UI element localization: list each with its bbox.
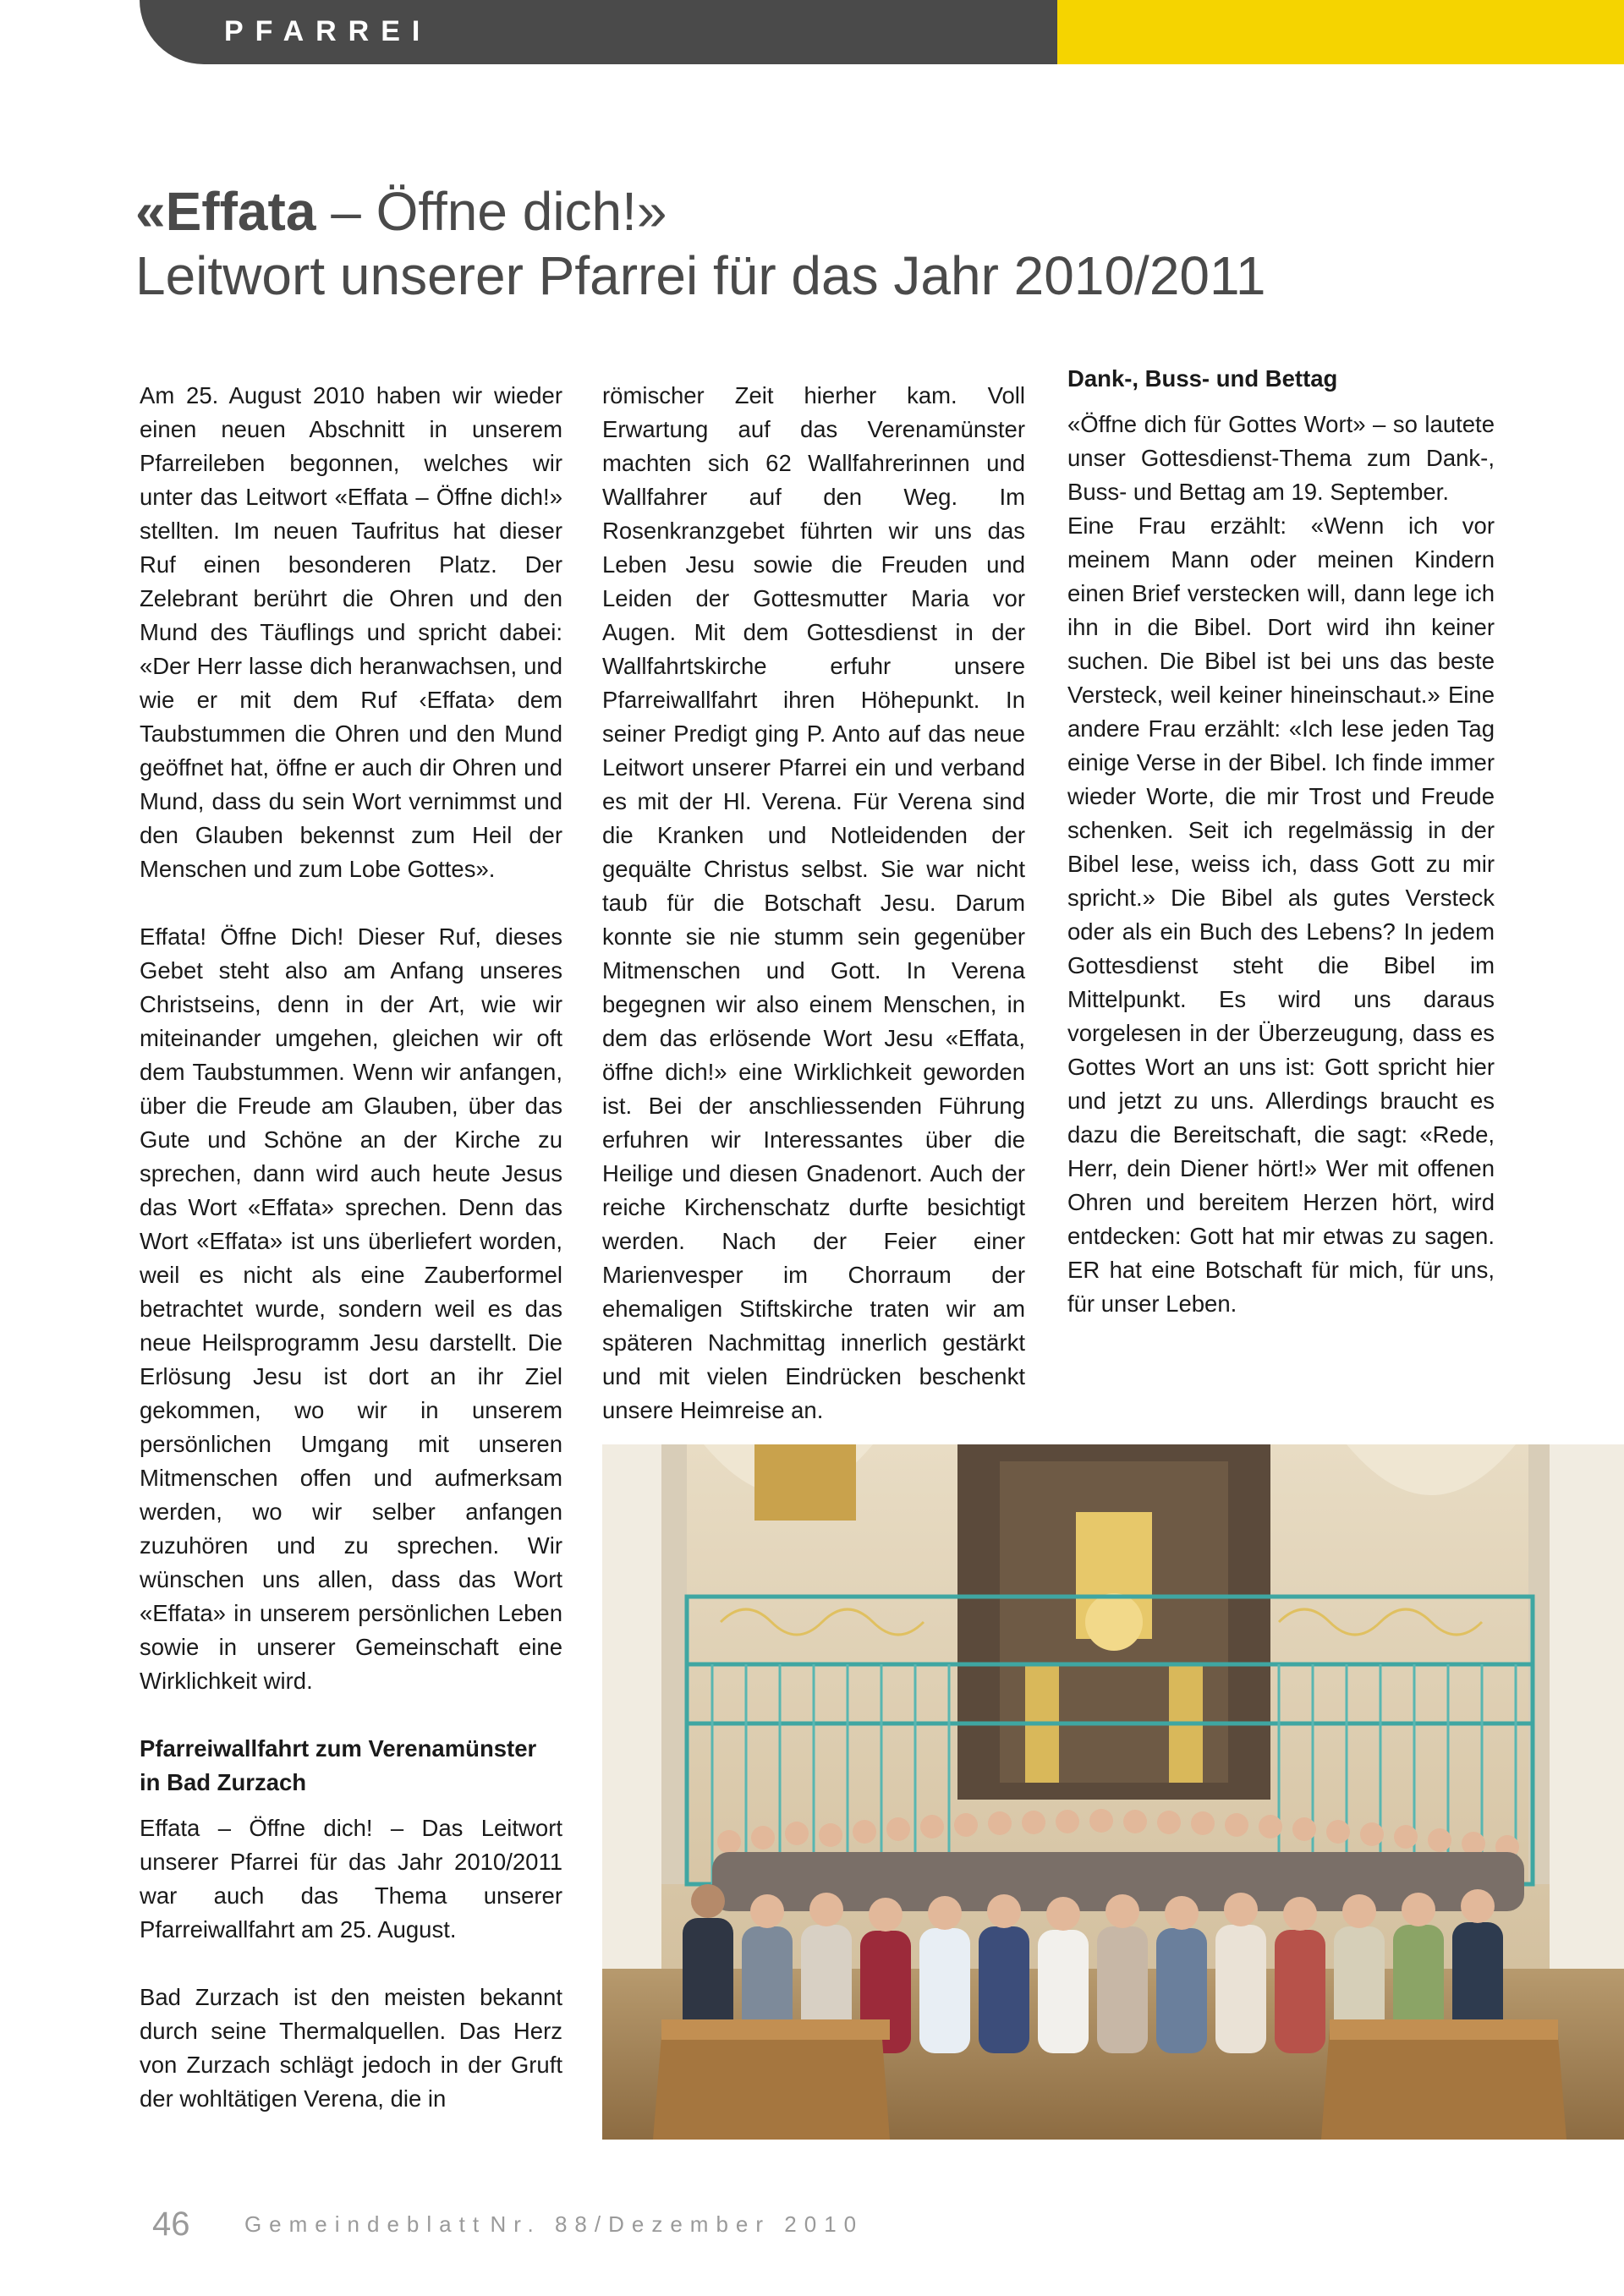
- group-photo: [602, 1444, 1624, 2140]
- column3-paragraph-2: Eine Frau erzählt: «Wenn ich vor meinem Mann oder meinen Kindern einen Brief verstecken will, dann lege ich ihn in die Bibel. Dort wird ihn keiner suchen. Die Bibel ist bei uns das beste Versteck, weil keiner hineinschaut.» Eine andere Frau erzählt: «Ich lese jeden Tag einige Verse in der Bibel. Ich finde immer wieder Worte, die mir Trost und Freude schenken. Seit ich regelmässig in der Bibel lese, weiss ich, dass Gott zu mir spricht.» Die Bibel als gutes Versteck oder als ein Buch des Lebens? In jedem Gottesdienst steht die Bibel im Mittelpunkt. Es wird uns daraus vorgelesen in der Überzeugung, dass es Gottes Wort an uns ist: Gott spricht hier und jetzt zu uns. Allerdings braucht es dazu die Bereitschaft, die sagt: «Rede, Herr, dein Diener hört!» Wer mit offenen Ohren und bereitem Herzen hört, wird entdecken: Gott hat mir etwas zu sagen. ER hat eine Botschaft für mich, für uns, für unser Leben.: [1067, 512, 1495, 1317]
- paragraph-gap: [140, 1698, 562, 1732]
- headline-subtitle: Leitwort unserer Pfarrei für das Jahr 2010/2011: [135, 245, 1266, 306]
- publication-name: Gemeindeblatt: [244, 2211, 487, 2237]
- text-column-3: [1067, 362, 1495, 1321]
- headline-line-1: [135, 179, 1573, 244]
- section-label: PFARREI: [224, 15, 432, 47]
- text-column-1: [140, 379, 562, 2116]
- paragraph-gap: [140, 1947, 562, 1981]
- pilgrimage-heading: Pfarreiwallfahrt zum Verenamünster in Bad Zurzach: [140, 1735, 537, 1795]
- headline-rest-part: – Öffne dich!»: [315, 181, 667, 242]
- text-column-2: [602, 379, 1025, 1427]
- group-photo-in-church-icon: [602, 1444, 1624, 2140]
- heading-gap: [1067, 396, 1495, 408]
- bettag-heading: Dank-, Buss- und Bettag: [1067, 365, 1338, 392]
- issue-date: /Dezember 2010: [594, 2211, 864, 2237]
- column1-paragraph-2: Effata! Öffne Dich! Dieser Ruf, dieses Gebet steht also am Anfang unseres Christseins, denn in der Art, wie wir miteinander umgehen, gleichen wir oft dem Taubstummen. Wenn wir anfangen, über die Freude am Glauben, über das Gute und Schöne an der Kirche zu sprechen, dann wird auch heute Jesus das Wort «Effata» sprechen. Denn das Wort «Effata» ist uns überliefert worden, weil es nicht als eine Zauberformel betrachtet wurde, sondern weil es das neue Heilsprogramm Jesu darstellt. Die Erlösung Jesu ist dort an ihr Ziel gekommen, wo wir in unserem persönlichen Umgang mit unseren Mitmenschen offen und aufmerksam werden, wo wir selber anfangen zuzuhören und zu sprechen. Wir wünschen uns allen, dass das Wort «Effata» in unserem persönlichen Leben sowie in unserer Gemeinschaft eine Wirklichkeit wird.: [140, 923, 562, 1694]
- page-number: 46: [152, 2206, 190, 2243]
- headline-bold-part: «Effata: [135, 181, 316, 242]
- column1-paragraph-1: Am 25. August 2010 haben wir wieder einen neuen Abschnitt in unserem Pfarreileben begonnen, welches wir unter das Leitwort «Effata – Öffne dich!» stellten. Im neuen Taufritus hat dieser Ruf einen besonderen Platz. Der Zelebrant berührt die Ohren und den Mund des Täuflings und spricht dabei: «Der Herr lasse dich heranwachsen, und wie er mit dem Ruf ‹Effata› dem Taubstummen die Ohren und den Mund geöffnet hat, öffne er auch dir Ohren und Mund, dass du sein Wort vernimmst und den Glauben bekennst zum Heil der Menschen und zum Lobe Gottes».: [140, 382, 562, 882]
- paragraph-gap: [140, 886, 562, 920]
- header-accent-bar: [1057, 0, 1624, 64]
- column2-paragraph-1: römischer Zeit hierher kam. Voll Erwartung auf das Verenamünster machten sich 62 Wallfahrerinnen und Wallfahrer auf den Weg. Im Rosenkranzgebet führten wir uns das Leben Jesu sowie die Freuden und Leiden der Gottesmutter Maria vor Augen. Mit dem Gottesdienst in der Wallfahrtskirche erfuhr unsere Pfarreiwallfahrt ihren Höhepunkt. In seiner Predigt ging P. Anto auf das neue Leitwort unserer Pfarrei ein und verband es mit der Hl. Verena. Für Verena sind die Kranken und Notleidenden der gequälte Christus selbst. Sie war nicht taub für die Botschaft Jesu. Darum konnte sie nie stumm sein gegenüber Mitmenschen und Gott. In Verena begegnen wir also einem Menschen, in dem das erlösende Wort Jesu «Effata, öffne dich!» eine Wirklichkeit geworden ist. Bei der anschliessenden Führung erfuhren wir Interessantes über die Heilige und diesen Gnadenort. Auch der reiche Kirchenschatz durfte besichtigt werden. Nach der Feier einer Marienvesper im Chorraum der ehemaligen Stiftskirche traten wir am späteren Nachmittag innerlich gestärkt und mit vielen Eindrücken beschenkt unsere Heimreise an.: [602, 382, 1025, 1423]
- issue-number: Nr. 88: [490, 2211, 595, 2237]
- column1-paragraph-4: Bad Zurzach ist den meisten bekannt durch seine Thermalquellen. Das Herz von Zurzach schlägt jedoch in der Gruft der wohltätigen Verena, die in: [140, 1984, 562, 2112]
- column3-paragraph-1: «Öffne dich für Gottes Wort» – so lautete unser Gottesdienst-Thema zum Dank-, Buss- und Bettag am 19. September.: [1067, 411, 1495, 505]
- column1-paragraph-3: Effata – Öffne dich! – Das Leitwort unserer Pfarrei für das Jahr 2010/2011 war auch das Thema unserer Pfarreiwallfahrt am 25. August.: [140, 1815, 562, 1943]
- page-footer: [152, 2206, 864, 2244]
- heading-gap: [140, 1800, 562, 1811]
- article-headline: [135, 179, 1573, 308]
